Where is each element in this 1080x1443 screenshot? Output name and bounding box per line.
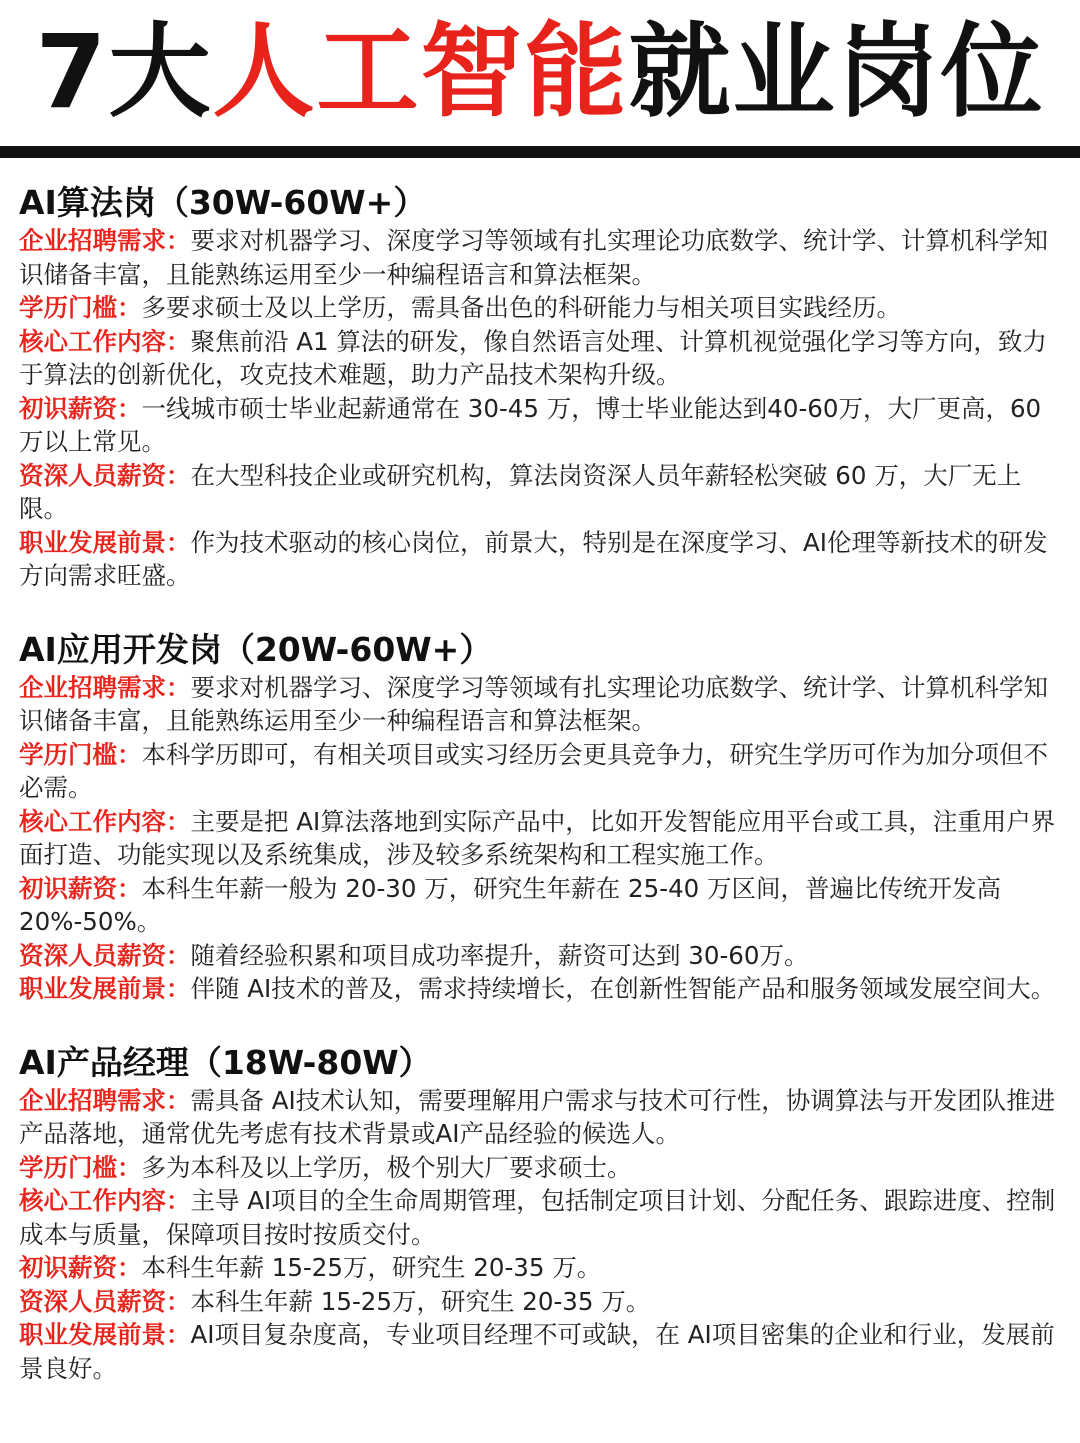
entry-text: 一线城市硕士毕业起薪通常在 30-45 万，博士毕业能达到40-60万，大厂更高，60万以上常见。	[19, 393, 1042, 456]
entry-starting-salary	[19, 872, 1060, 939]
entry-core-work	[19, 325, 1060, 392]
entry-label: 职业发展前景：	[19, 974, 191, 1003]
entry-text: 多要求硕士及以上学历，需具备出色的科研能力与相关项目实践经历。	[141, 293, 901, 322]
entry-text: 在大型科技企业或研究机构，算法岗资深人员年薪轻松突破 60 万，大厂无上限。	[19, 460, 1022, 523]
entry-label: 职业发展前景：	[19, 527, 191, 557]
entry-senior-salary	[19, 1285, 1060, 1319]
entry-hiring-requirements	[19, 1084, 1060, 1151]
entry-core-work	[19, 1184, 1060, 1251]
entry-label: 核心工作内容：	[19, 806, 191, 836]
entry-career-outlook	[19, 972, 1060, 1006]
title-divider	[0, 146, 1080, 158]
section-ai-algorithm	[19, 182, 1060, 593]
section-heading: AI产品经理（18W-80W）	[19, 1042, 432, 1082]
entry-text: 本科生年薪一般为 20-30 万，研究生年薪在 25-40 万区间，普遍比传统开发高20%-50%。	[19, 873, 1002, 936]
entry-text: 多为本科及以上学历，极个别大厂要求硕士。	[141, 1152, 632, 1182]
entry-text: 本科学历即可，有相关项目或实习经历会更具竞争力，研究生学历可作为加分项但不必需。	[19, 739, 1048, 802]
entry-core-work	[19, 805, 1060, 872]
entry-text: 主要是把 AI算法落地到实际产品中，比如开发智能应用平台或工具，注重用户界面打造、功能实现以及系统集成，涉及较多系统架构和工程实施工作。	[19, 806, 1056, 869]
section-ai-product-manager	[19, 1042, 1060, 1386]
entry-career-outlook	[19, 526, 1060, 593]
header	[0, 0, 1080, 146]
section-ai-app-dev	[19, 629, 1060, 1006]
title-part1: 7大	[35, 13, 213, 132]
entry-label: 资深人员薪资：	[19, 940, 191, 970]
entry-label: 资深人员薪资：	[19, 1286, 191, 1316]
entry-text: 随着经验积累和项目成功率提升，薪资可达到 30-60万。	[190, 940, 809, 970]
entry-text: 本科生年薪 15-25万，研究生 20-35 万。	[141, 1253, 602, 1282]
page-title	[35, 13, 1045, 132]
entry-text: 作为技术驱动的核心岗位，前景大，特别是在深度学习、AI伦理等新技术的研发方向需求旺盛。	[19, 527, 1048, 590]
entry-label: 核心工作内容：	[19, 1186, 191, 1215]
entry-education	[19, 738, 1060, 805]
entry-career-outlook	[19, 1318, 1060, 1385]
entry-senior-salary	[19, 939, 1060, 973]
entry-hiring-requirements	[19, 224, 1060, 291]
entry-label: 企业招聘需求：	[19, 226, 191, 255]
entry-label: 学历门槛：	[19, 739, 142, 769]
entry-label: 核心工作内容：	[19, 326, 191, 356]
entry-label: 初识薪资：	[19, 393, 142, 423]
title-highlight: 人工智能	[212, 13, 629, 132]
entry-label: 企业招聘需求：	[19, 672, 191, 702]
entry-label: 学历门槛：	[19, 293, 142, 322]
content	[0, 158, 1080, 1385]
entry-text: 聚焦前沿 A1 算法的研发，像自然语言处理、计算机视觉强化学习等方向，致力于算法的创新优化，攻克技术难题，助力产品技术架构升级。	[19, 326, 1047, 389]
entry-text: 主导 AI项目的全生命周期管理，包括制定项目计划、分配任务、跟踪进度、控制成本与质量，保障项目按时按质交付。	[19, 1186, 1056, 1249]
entry-education	[19, 291, 1060, 325]
title-part2: 就业岗位	[628, 13, 1045, 132]
section-heading: AI算法岗（30W-60W+）	[19, 183, 427, 222]
entry-label: 企业招聘需求：	[19, 1085, 191, 1115]
entry-label: 学历门槛：	[19, 1152, 142, 1182]
entry-starting-salary	[19, 392, 1060, 459]
entry-label: 资深人员薪资：	[19, 460, 191, 490]
entry-text: 要求对机器学习、深度学习等领域有扎实理论功底数学、统计学、计算机科学知识储备丰富，且能熟练运用至少一种编程语言和算法框架。	[19, 226, 1048, 289]
entry-text: 需具备 AI技术认知，需要理解用户需求与技术可行性，协调算法与开发团队推进产品落地，通常优先考虑有技术背景或AI产品经验的候选人。	[19, 1085, 1056, 1148]
entry-label: 初识薪资：	[19, 1253, 142, 1282]
section-heading: AI应用开发岗（20W-60W+）	[19, 629, 493, 669]
entry-label: 初识薪资：	[19, 873, 142, 903]
entry-hiring-requirements	[19, 671, 1060, 738]
entry-senior-salary	[19, 459, 1060, 526]
entry-text: 伴随 AI技术的普及，需求持续增长，在创新性智能产品和服务领域发展空间大。	[190, 974, 1056, 1003]
entry-text: AI项目复杂度高，专业项目经理不可或缺，在 AI项目密集的企业和行业，发展前景良好。	[19, 1320, 1055, 1383]
entry-education	[19, 1151, 1060, 1185]
entry-starting-salary	[19, 1251, 1060, 1285]
entry-text: 要求对机器学习、深度学习等领域有扎实理论功底数学、统计学、计算机科学知识储备丰富，且能熟练运用至少一种编程语言和算法框架。	[19, 672, 1048, 735]
entry-text: 本科生年薪 15-25万，研究生 20-35 万。	[190, 1286, 651, 1316]
entry-label: 职业发展前景：	[19, 1320, 191, 1349]
